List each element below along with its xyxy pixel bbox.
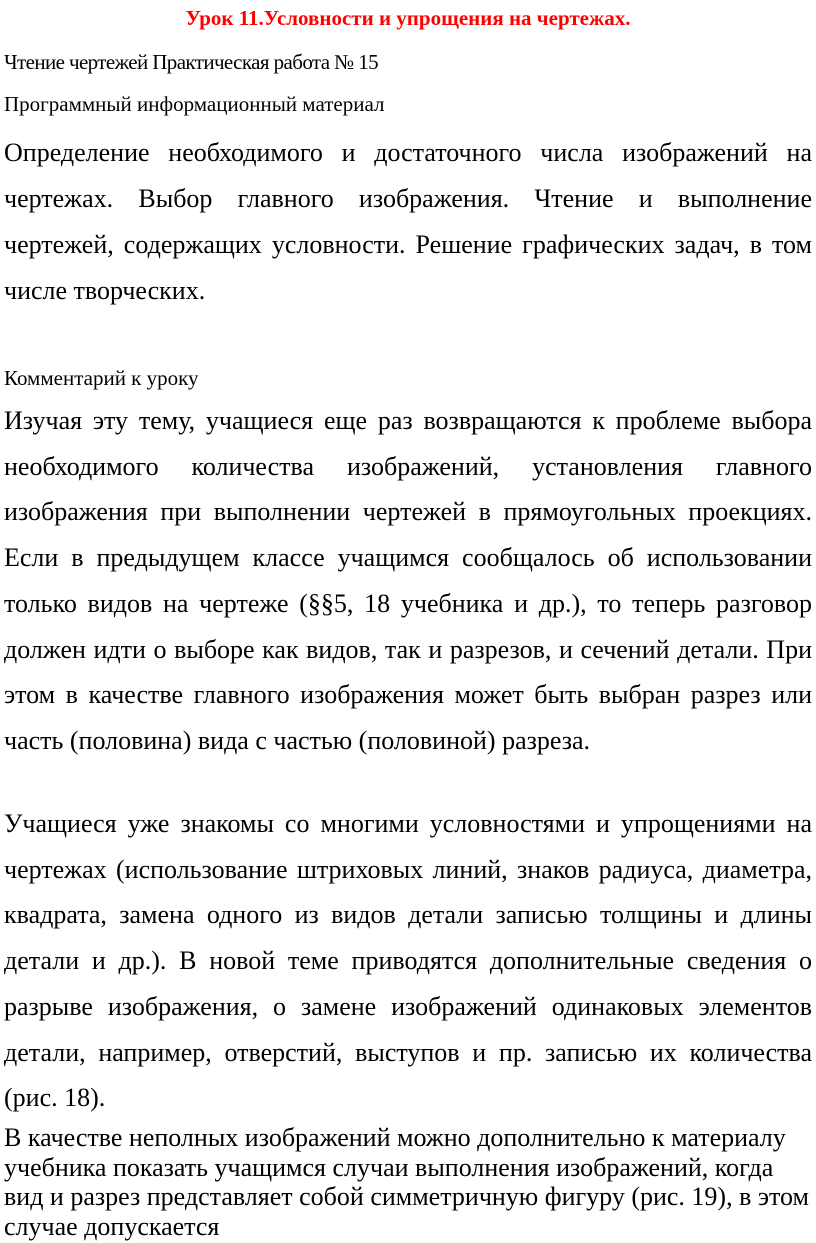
lesson-title: Урок 11.Условности и упрощения на чертежах. [185,6,631,30]
comment-paragraph-3: В качестве неполных изображений можно дополнительно к материалу учебника показать учащимся случаи выполнения изображений, когда вид и разрез представляет собой симметричную фигуру (рис. 19), в этом случае допускается [4,1123,809,1241]
comment-paragraph-2: Учащиеся уже знакомы со многими условностями и упрощениями на чертежах (использование штриховых линий, знаков радиуса, диаметра, квадрата, замена одного из видов детали записью толщины и длины детали и др.). В новой теме приводятся дополнительные сведения о разрыве изображения, о замене изображений одинаковых элементов детали, например, отверстий, выступов и пр. записью их количества (рис. 18). [4,809,812,1113]
practice-work-heading: Чтение чертежей Практическая работа № 15 [4,50,379,74]
definition-paragraph: Определение необходимого и достаточного числа изображений на чертежах. Выбор главного изображения. Чтение и выполнение чертежей, содержащих условности. Решение графических задач, в том числе творческих. [4,138,812,305]
comment-label: Комментарий к уроку [4,366,199,390]
material-heading: Программный информационный материал [4,92,385,116]
comment-paragraph-1: Изучая эту тему, учащиеся еще раз возвращаются к проблеме выбора необходимого количества изображений, установления главного изображения при выполнении чертежей в прямоугольных проекциях. Если в предыдущем классе учащимся сообщалось об использовании только видов на чертеже (§§5, 18 учебника и др.), то теперь разговор должен идти о выборе как видов, так и разрезов, и сечений детали. При этом в качестве главного изображения может быть выбран разрез или часть (половина) вида с частью (половиной) разреза. [4,406,812,755]
